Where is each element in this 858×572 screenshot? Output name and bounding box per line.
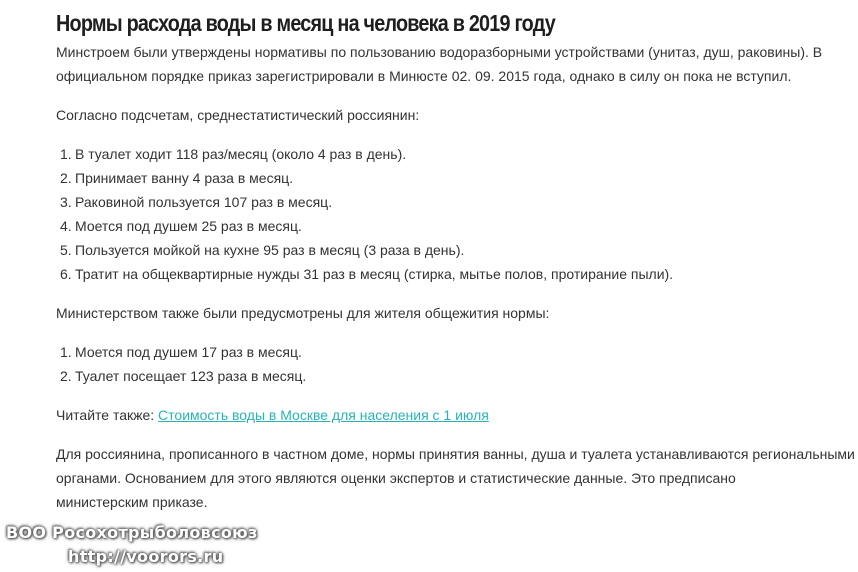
list-item — [60, 262, 856, 286]
private-house-line-1: Для россиянина, прописанного в частном доме, нормы принятия ванны, душа и туалета устанавливаются региональными — [56, 446, 855, 462]
list-number: 6. — [60, 266, 72, 282]
private-house-line-2: органами. Основанием для этого являются оценки экспертов и статистические данные. Это предписано — [56, 470, 736, 486]
list-item — [60, 214, 856, 238]
list-number: 1. — [60, 146, 72, 162]
spacer — [56, 388, 856, 403]
private-house-line-3: министерским приказе. — [56, 494, 208, 510]
list-text: В туалет ходит 118 раз/месяц (около 4 раз в день). — [75, 146, 407, 162]
watermark-org-name: ВОО Росохотрыболовсоюз — [6, 523, 258, 542]
list-text: Раковиной пользуется 107 раз в месяц. — [75, 194, 333, 210]
list-number: 5. — [60, 242, 72, 258]
list-number: 2. — [60, 368, 72, 384]
read-also — [56, 403, 856, 427]
list-text: Тратит на общеквартирные нужды 31 раз в месяц (стирка, мытье полов, протирание пыли). — [75, 266, 674, 282]
dorm-lead: Министерством также были предусмотрены для жителя общежития нормы: — [56, 305, 550, 321]
watermark-url: http://voorors.ru — [68, 547, 224, 566]
intro-line-1: Минстроем были утверждены нормативы по пользованию водоразборными устройствами (унитаз, душ, раковины). В — [56, 44, 823, 60]
list-number: 1. — [60, 344, 72, 360]
spacer — [56, 127, 856, 142]
list-text: Туалет посещает 123 раза в месяц. — [75, 368, 307, 384]
article — [56, 0, 856, 514]
article-title: Нормы расхода воды в месяц на человека в 2019 году — [56, 10, 555, 36]
list-text: Моется под душем 25 раз в месяц. — [75, 218, 302, 234]
intro-line-2: официальном порядке приказ зарегистрировали в Минюсте 02. 09. 2015 года, однако в силу он пока не вступил. — [56, 68, 792, 84]
list-item — [60, 166, 856, 190]
list-item — [60, 364, 856, 388]
list-item — [60, 142, 856, 166]
read-also-link[interactable]: Стоимость воды в Москве для населения с 1 июля — [158, 407, 489, 423]
list-number: 2. — [60, 170, 72, 186]
list-number: 3. — [60, 194, 72, 210]
spacer — [56, 88, 856, 103]
read-also-label: Читайте также: — [56, 407, 159, 423]
list-number: 4. — [60, 218, 72, 234]
list-text: Принимает ванну 4 раза в месяц. — [75, 170, 294, 186]
list-text: Пользуется мойкой на кухне 95 раз в месяц (3 раза в день). — [75, 242, 465, 258]
stats-list — [56, 142, 856, 286]
list-item — [60, 238, 856, 262]
spacer — [56, 325, 856, 340]
spacer — [56, 286, 856, 301]
dorm-list — [56, 340, 856, 388]
list-text: Моется под душем 17 раз в месяц. — [75, 344, 302, 360]
list-item — [60, 190, 856, 214]
stats-lead: Согласно подсчетам, среднестатистический россиянин: — [56, 107, 420, 123]
list-item — [60, 340, 856, 364]
spacer — [56, 427, 856, 442]
